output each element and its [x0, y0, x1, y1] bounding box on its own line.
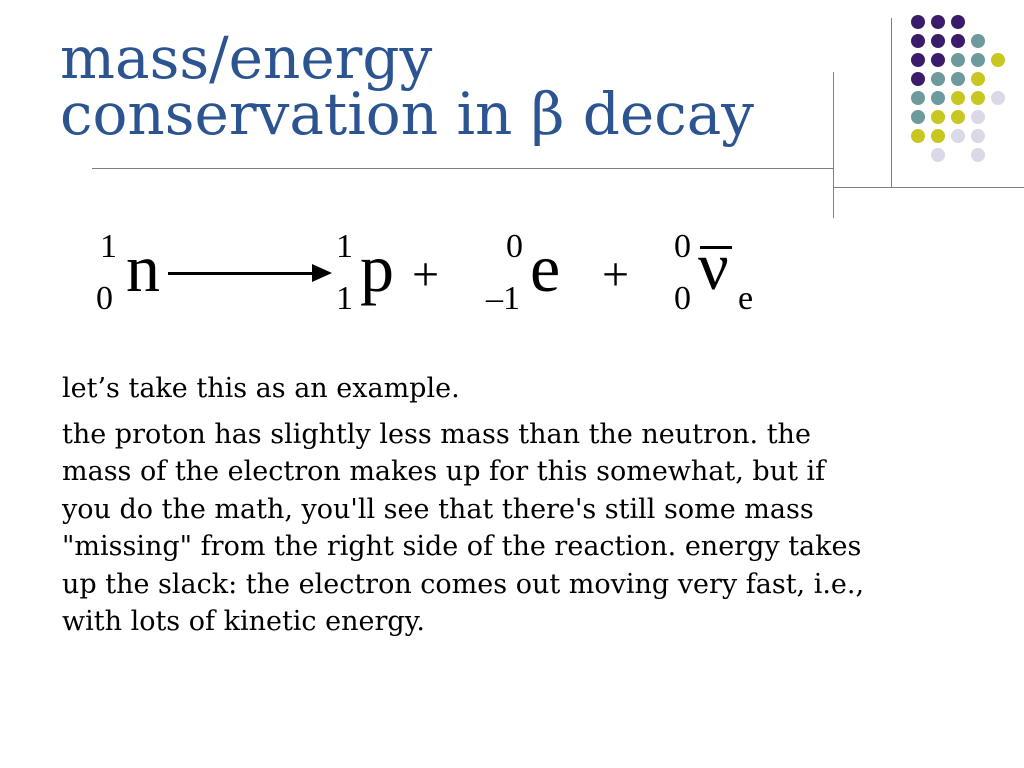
neutron-symbol: n — [126, 230, 160, 306]
decor-dot — [951, 72, 965, 86]
body-paragraph: the proton has slightly less mass than the neutron. the mass of the electron makes up for this somewhat, but if you do the math, you'll see that there's still some mass "missing" from the right side of the reaction. energy takes up the slack: the electron comes out moving very fast, i.e., with lots of kinetic energy. — [62, 418, 865, 637]
decor-vertical-rule-right — [891, 18, 892, 188]
decor-dot — [991, 53, 1005, 67]
decor-dot — [971, 148, 985, 162]
decor-dot — [951, 129, 965, 143]
decor-dot — [971, 91, 985, 105]
plus-sign-1: + — [412, 248, 440, 301]
decor-dot — [911, 91, 925, 105]
antineutrino-atomic-number: 0 — [674, 280, 691, 317]
decor-dot — [931, 15, 945, 29]
decor-dot — [931, 148, 945, 162]
antineutrino-symbol: ν — [698, 228, 729, 304]
body-intro: let’s take this as an example. — [62, 373, 460, 404]
neutron-atomic-number: 0 — [96, 280, 113, 317]
decor-dot — [971, 110, 985, 124]
plus-sign-2: + — [602, 248, 630, 301]
decor-dot — [951, 53, 965, 67]
decor-dot — [991, 91, 1005, 105]
decor-horizontal-rule-right — [833, 187, 1024, 188]
decor-dot — [931, 34, 945, 48]
decor-dot — [971, 34, 985, 48]
decor-dot — [911, 34, 925, 48]
decor-dot — [931, 129, 945, 143]
decor-dot — [971, 129, 985, 143]
electron-atomic-number: –1 — [486, 280, 520, 317]
proton-mass-number: 1 — [336, 228, 353, 265]
decor-dot — [951, 110, 965, 124]
body-text — [62, 370, 882, 641]
proton-atomic-number: 1 — [336, 280, 353, 317]
decor-dot — [931, 110, 945, 124]
title-underline — [92, 168, 834, 169]
decor-dot — [931, 72, 945, 86]
electron-mass-number: 0 — [506, 228, 523, 265]
neutron-mass-number: 1 — [100, 228, 117, 265]
antineutrino-subscript: e — [738, 280, 754, 317]
slide-title — [60, 24, 755, 148]
proton-symbol: p — [360, 230, 394, 306]
decor-dot — [911, 72, 925, 86]
reaction-arrow-shaft — [168, 272, 316, 275]
title-line-2: conservation in β decay — [60, 80, 755, 148]
decor-dot — [971, 53, 985, 67]
decor-dot — [911, 129, 925, 143]
decor-dot — [931, 91, 945, 105]
decor-dot — [951, 15, 965, 29]
decor-dot — [971, 72, 985, 86]
decor-vertical-rule-left — [833, 72, 834, 218]
decor-dot — [951, 34, 965, 48]
antineutrino-mass-number: 0 — [674, 228, 691, 265]
decor-dot — [911, 53, 925, 67]
electron-symbol: e — [530, 230, 561, 306]
decor-dot — [931, 53, 945, 67]
decor-dot — [951, 91, 965, 105]
decor-dot — [911, 110, 925, 124]
beta-decay-equation — [90, 222, 790, 322]
decor-dot — [911, 15, 925, 29]
title-line-1: mass/energy — [60, 24, 433, 92]
reaction-arrow-icon — [312, 264, 332, 282]
